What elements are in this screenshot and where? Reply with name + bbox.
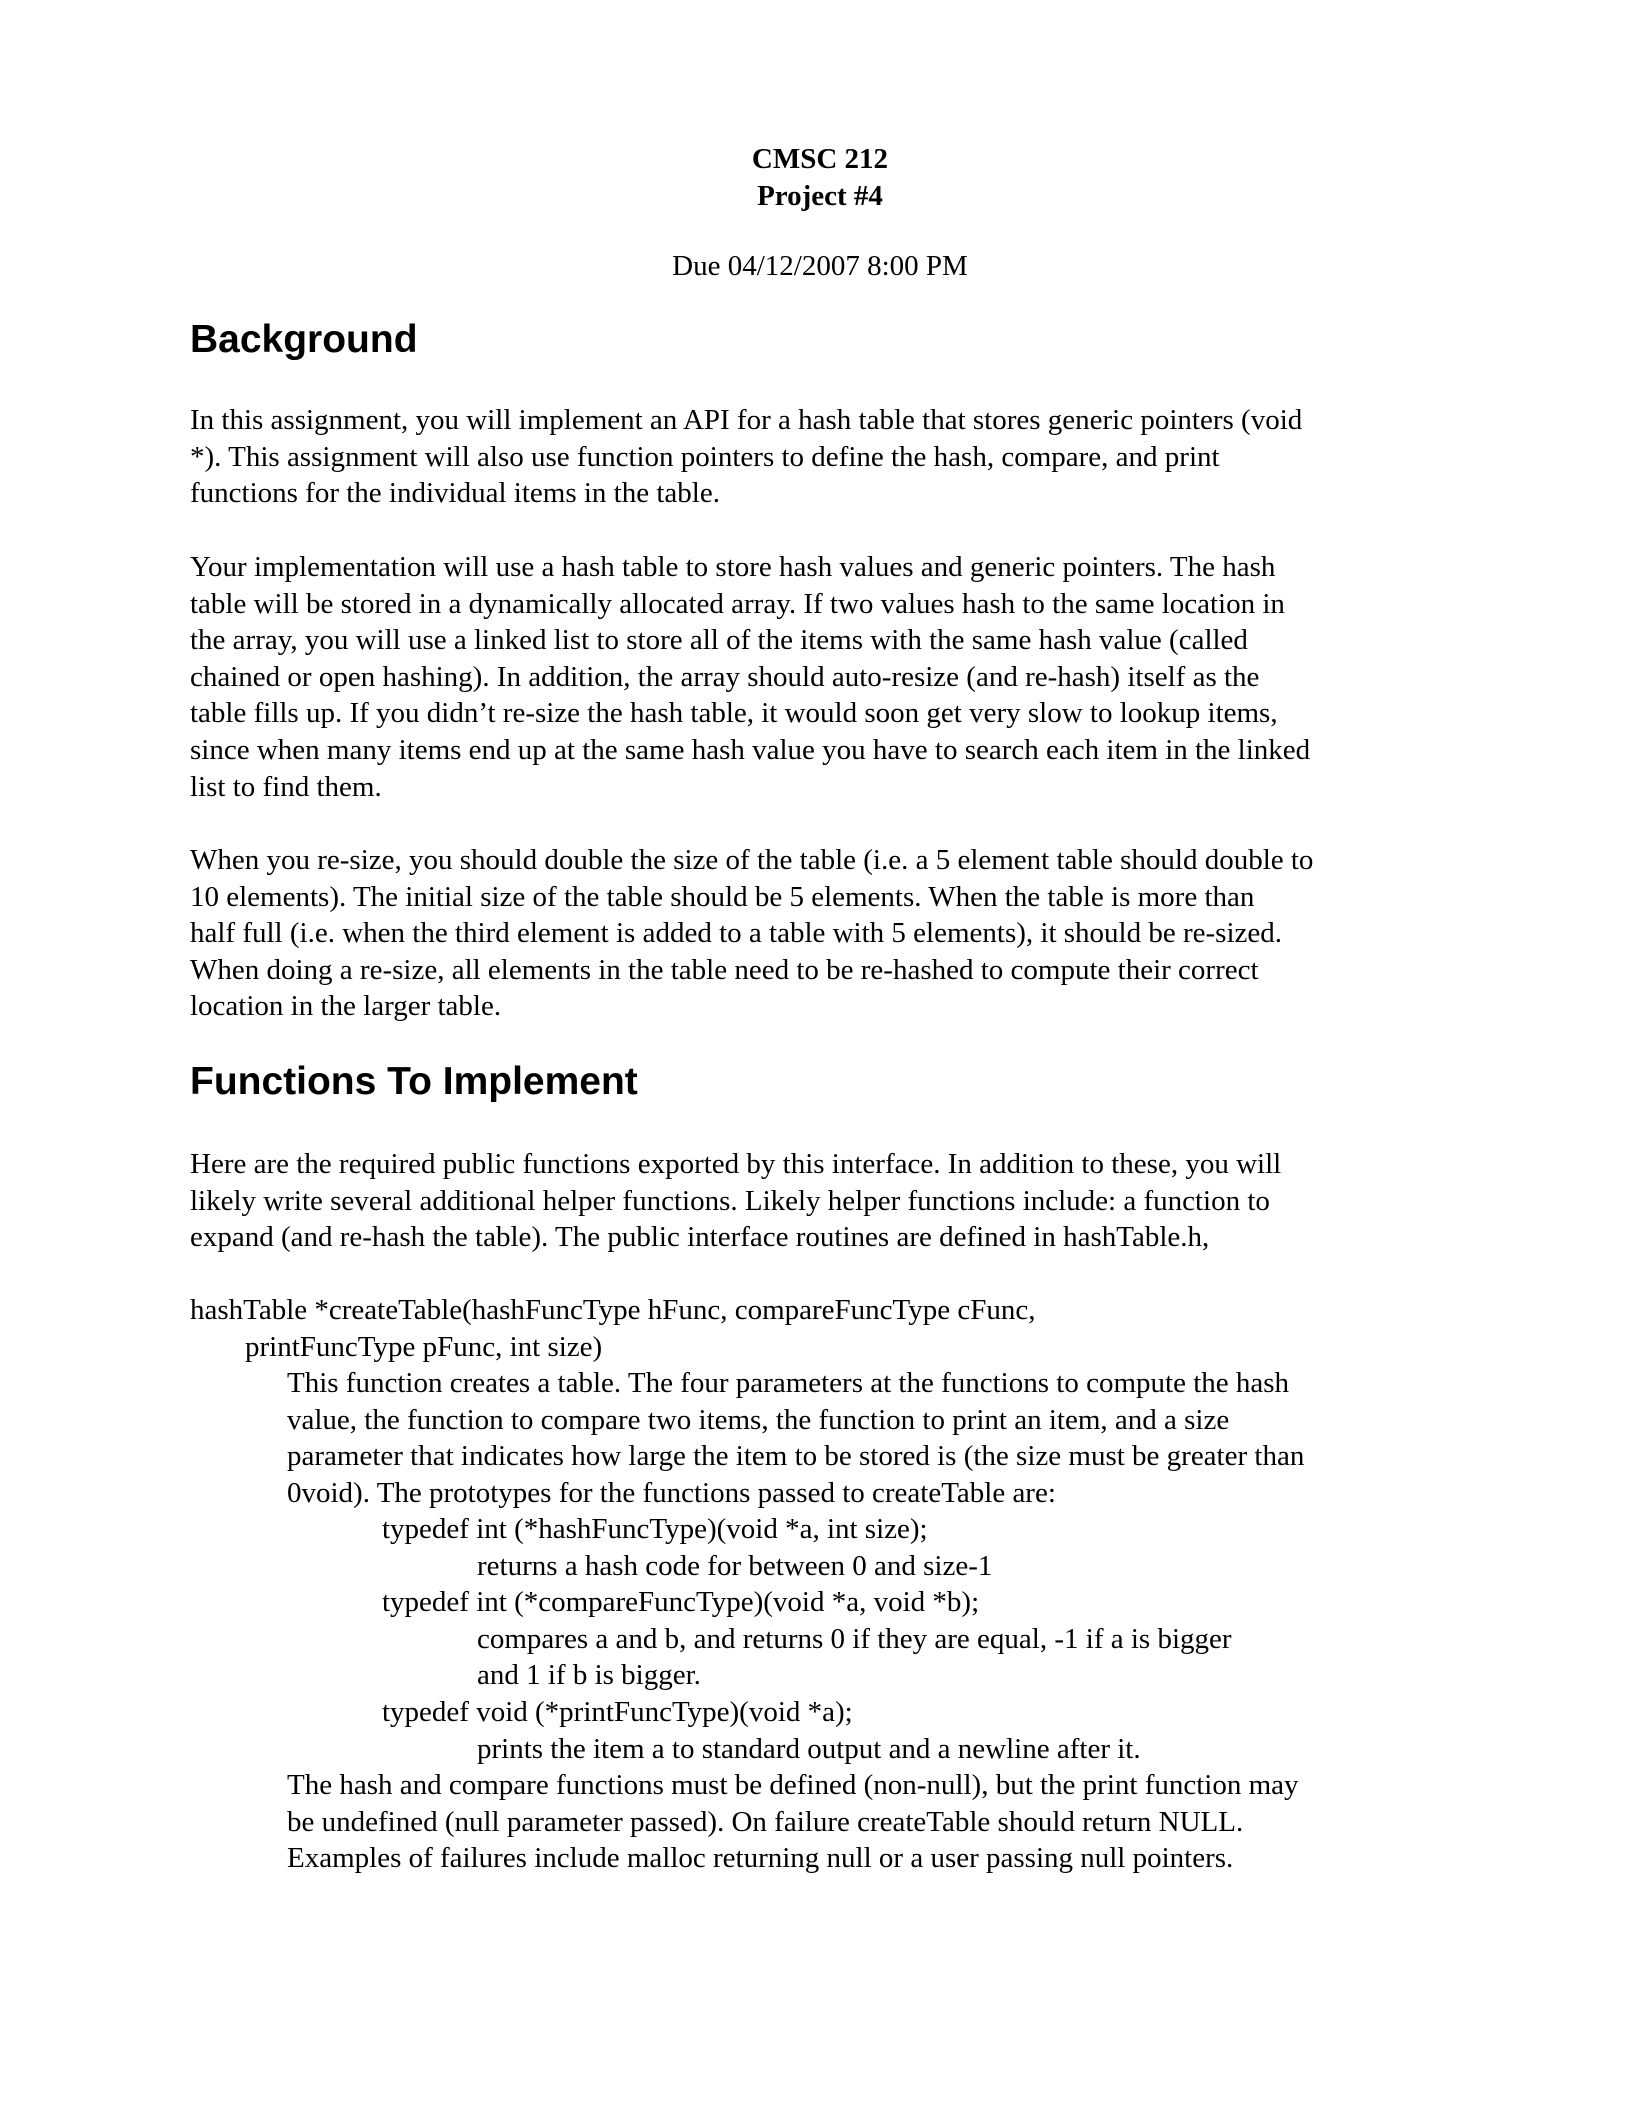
text-line: When doing a re-size, all elements in the table need to be re-hashed to compute their correct (190, 953, 1259, 986)
text-line: since when many items end up at the same hash value you have to search each item in the linked (190, 733, 1311, 766)
text-line: list to find them. (190, 770, 382, 803)
text-line: This function creates a table. The four parameters at the functions to compute the hash (287, 1367, 1290, 1399)
text-line: 0void). The prototypes for the functions passed to createTable are: (287, 1476, 1056, 1509)
typedef-list (382, 1511, 1432, 1767)
create-table-signature (190, 1292, 1440, 1365)
typedef-hash: typedef int (*hashFuncType)(void *a, int size); (382, 1513, 928, 1545)
background-paragraph-2 (190, 549, 1440, 805)
text-line: likely write several additional helper functions. Likely helper functions include: a function to (190, 1184, 1270, 1217)
text-line: 10 elements). The initial size of the table should be 5 elements. When the table is more than (190, 880, 1255, 913)
text-line: location in the larger table. (190, 990, 502, 1023)
due-date: Due 04/12/2007 8:00 PM (672, 250, 968, 282)
text-line: Examples of failures include malloc returning null or a user passing null pointers. (287, 1842, 1234, 1875)
text-line: Here are the required public functions exported by this interface. In addition to these, you will (190, 1148, 1282, 1180)
course-title: CMSC 212 (751, 143, 889, 175)
typedef-compare-desc: compares a and b, and returns 0 if they are equal, -1 if a is bigger (477, 1622, 1232, 1655)
create-table-closing (287, 1767, 1437, 1877)
text-line: be undefined (null parameter passed). On failure createTable should return NULL. (287, 1805, 1244, 1838)
text-line: expand (and re-hash the table). The public interface routines are defined in hashTable.h, (190, 1221, 1210, 1254)
text-line: When you re-size, you should double the size of the table (i.e. a 5 element table should double to (190, 844, 1314, 876)
background-heading: Background (190, 318, 418, 361)
text-line: *). This assignment will also use function pointers to define the hash, compare, and print (190, 440, 1220, 473)
text-line: table will be stored in a dynamically allocated array. If two values hash to the same location in (190, 587, 1285, 620)
text-line: parameter that indicates how large the item to be stored is (the size must be greater than (287, 1440, 1305, 1473)
text-line: the array, you will use a linked list to store all of the items with the same hash value (called (190, 624, 1248, 657)
text-line: The hash and compare functions must be defined (non-null), but the print function may (287, 1769, 1299, 1801)
text-line: table fills up. If you didn’t re-size the hash table, it would soon get very slow to lookup items, (190, 697, 1278, 730)
text-line: chained or open hashing). In addition, the array should auto-resize (and re-hash) itself as the (190, 660, 1260, 693)
typedef-compare: typedef int (*compareFuncType)(void *a, void *b); (382, 1586, 980, 1619)
background-paragraph-3 (190, 842, 1440, 1025)
text-line: functions for the individual items in the table. (190, 477, 720, 510)
create-table-description (287, 1365, 1437, 1511)
typedef-compare-desc: and 1 if b is bigger. (477, 1659, 701, 1692)
text-line: half full (i.e. when the third element is added to a table with 5 elements), it should be re-sized. (190, 917, 1283, 950)
typedef-print: typedef void (*printFuncType)(void *a); (382, 1695, 853, 1728)
text-line: In this assignment, you will implement an API for a hash table that stores generic pointers (void (190, 404, 1303, 436)
functions-intro-paragraph (190, 1146, 1440, 1256)
typedef-print-desc: prints the item a to standard output and a newline after it. (477, 1732, 1141, 1765)
background-paragraph-1 (190, 402, 1440, 512)
text-line: Your implementation will use a hash table to store hash values and generic pointers. The hash (190, 551, 1276, 583)
typedef-hash-desc: returns a hash code for between 0 and size-1 (477, 1549, 993, 1582)
functions-heading: Functions To Implement (190, 1060, 638, 1103)
project-title: Project #4 (757, 180, 883, 212)
text-line: value, the function to compare two items, the function to print an item, and a size (287, 1403, 1230, 1436)
signature-line: printFuncType pFunc, int size) (245, 1330, 603, 1363)
signature-line: hashTable *createTable(hashFuncType hFunc, compareFuncType cFunc, (190, 1294, 1036, 1326)
